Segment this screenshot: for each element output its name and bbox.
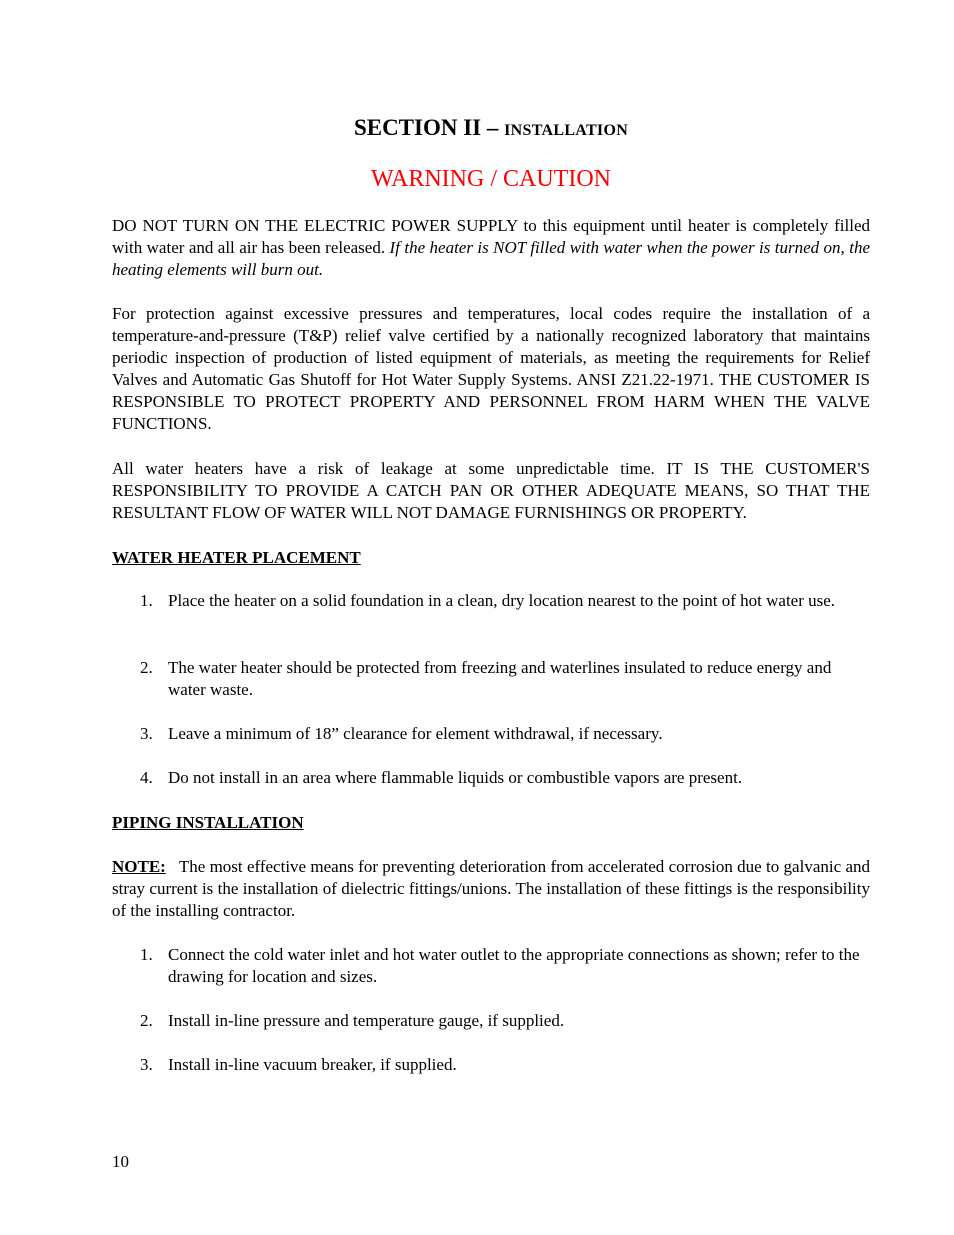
piping-list-item (140, 1054, 870, 1076)
section-title-dash: – (481, 115, 505, 140)
note-label: NOTE: (112, 857, 166, 876)
placement-list-item (140, 723, 870, 745)
protection-paragraph: For protection against excessive pressures and temperatures, local codes require the installation of a temperature-and-pressure (T&P) relief valve certified by a nationally recognized laboratory that maintains periodic inspection of production of listed equipment of materials, as meeting the requirements for Relief Valves and Automatic Gas Shutoff for Hot Water Supply Systems. ANSI Z21.22-1971. THE CUSTOMER IS RESPONSIBLE TO PROTECT PROPERTY AND PERSONNEL FROM HARM WHEN THE VALVE FUNCTIONS. (112, 304, 870, 433)
list-item-text: Do not install in an area where flammable liquids or combustible vapors are present. (168, 768, 743, 787)
piping-note-paragraph (112, 856, 870, 922)
list-item-text: Place the heater on a solid foundation in a clean, dry location nearest to the point of hot water use. (168, 591, 836, 610)
list-item-text: Install in-line vacuum breaker, if supplied. (168, 1055, 457, 1074)
leakage-paragraph: All water heaters have a risk of leakage at some unpredictable time. IT IS THE CUSTOMER'S RESPONSIBILITY TO PROVIDE A CATCH PAN OR OTHER ADEQUATE MEANS, SO THAT THE RESULTANT FLOW OF WATER WILL NOT DAMAGE FURNISHINGS OR PROPERTY. (112, 459, 870, 522)
list-item-number: 2. (140, 658, 153, 677)
section-title (112, 113, 870, 146)
placement-list-item (140, 590, 870, 612)
placement-list-item (140, 657, 870, 701)
power-warning-paragraph (112, 215, 870, 281)
piping-list-item (140, 1010, 870, 1032)
note-text: The most effective means for preventing deterioration from accelerated corrosion due to galvanic and stray current is the installation of dielectric fittings/unions. The installation of these fittings is the responsibility of the installing contractor. (112, 857, 870, 920)
list-item-number: 2. (140, 1011, 153, 1030)
piping-list-item (140, 944, 870, 988)
warning-heading: WARNING / CAUTION (371, 166, 611, 192)
power-warning-italic: If the heater is NOT filled with water when the power is turned on, the heating elements will burn out. (112, 238, 870, 279)
list-item-number: 1. (140, 945, 153, 964)
list-item-number: 4. (140, 768, 153, 787)
placement-list-item (140, 767, 870, 789)
piping-heading: PIPING INSTALLATION (112, 813, 304, 832)
list-item-text: The water heater should be protected from freezing and waterlines insulated to reduce energy and water waste. (168, 658, 832, 699)
list-item-number: 3. (140, 1055, 153, 1074)
page-number: 10 (112, 1152, 129, 1171)
list-item-number: 1. (140, 591, 153, 610)
list-item-text: Install in-line pressure and temperature gauge, if supplied. (168, 1011, 565, 1030)
list-item-number: 3. (140, 724, 153, 743)
power-warning-text: DO NOT TURN ON THE ELECTRIC POWER SUPPLY to this equipment until heater is completely filled with water and all air has been released. (112, 216, 870, 257)
list-item-text: Connect the cold water inlet and hot water outlet to the appropriate connections as shown; refer to the drawing for location and sizes. (168, 945, 860, 986)
section-title-sub: INSTALLATION (504, 122, 629, 139)
placement-heading: WATER HEATER PLACEMENT (112, 548, 361, 567)
section-title-main: SECTION II (353, 115, 482, 140)
list-item-text: Leave a minimum of 18” clearance for element withdrawal, if necessary. (168, 724, 663, 743)
